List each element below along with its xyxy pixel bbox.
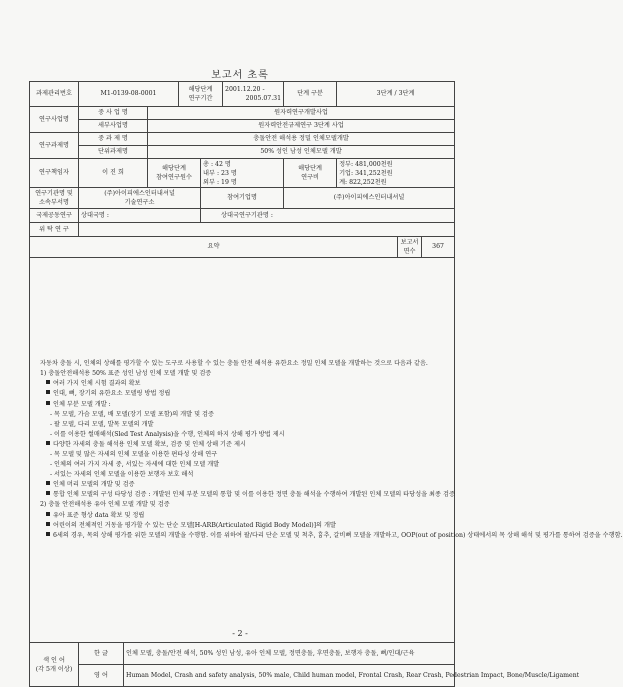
business-label: 연구사업명 <box>30 107 79 133</box>
list-item: 어린이의 전체적인 거동을 평가할 수 있는 단순 모델[H-ARB(Articulated Rigid Body Model)]의 개발 <box>32 521 452 531</box>
main-project-label: 중 과 제 명 <box>79 133 148 146</box>
list-item: 인체 부분 모델 개발 : <box>32 400 452 410</box>
list-item: 여러 가지 인체 시험 결과의 확보 <box>32 379 452 389</box>
list-item: 통합 인체 모델의 구성 타당성 검증 : 개발된 인체 부분 모델의 통합 및 이를 이용한 정면 충돌 해석을 수행하여 개발된 인체 모델의 타당성을 최종 검증 <box>32 490 452 500</box>
project-no-label: 과제관리번호 <box>30 82 79 107</box>
main-business-value: 원자력연구개발사업 <box>148 107 455 120</box>
list-item: 6세의 경우, 목의 상해 평가를 위한 모델의 개발을 수행함. 이를 위하여 팔/다리 단순 모델 및 척추, 흉추, 갈비뼈 모델을 개발하고, OOP(out of position) 상태에서의 목 상해 해석 및 평가를 통하여 검증을 수행함. <box>32 531 452 541</box>
international-row <box>30 209 455 223</box>
list-subitem: - 목 모델 및 많은 자세의 인체 모델을 이용한 편타성 상해 연구 <box>50 451 218 458</box>
summary-section-1: 1) 충돌안전해석용 50% 표준 성인 남성 인체 모델 개발 및 검증 <box>40 370 212 378</box>
list-subitem: - 서있는 자세의 인체 모델을 이용한 보행자 보호 해석 <box>50 471 194 479</box>
list-subitem: - 이를 이용한 썰매해석(Sled Test Analysis)을 수행, 인체의 하지 상해 평가 방법 제시 <box>50 430 285 438</box>
partner-country-label: 상대국명 : <box>79 209 201 223</box>
organization-row <box>30 188 455 209</box>
square-bullet-icon <box>46 491 50 495</box>
keywords-english-label: 영 어 <box>79 665 124 687</box>
square-bullet-icon <box>46 401 50 405</box>
square-bullet-icon <box>46 380 50 384</box>
organization-value: (주)아이피에스인터내셔널 기술연구소 <box>79 188 201 209</box>
stage-label: 단계 구분 <box>284 82 337 107</box>
research-cost-values: 정부: 481,000천원 기업: 341,252천원 계: 822,252천원 <box>337 159 455 188</box>
project-no-value: M1-0139-08-0001 <box>79 82 179 107</box>
list-item: 유아 표준 형상 data 확보 및 정립 <box>32 511 452 521</box>
researcher-row <box>30 159 455 188</box>
summary-label: 요약 <box>30 237 398 258</box>
research-cost-label: 해당단계 연구비 <box>284 159 337 188</box>
keywords-label: 색 인 어 (각 5개 이상) <box>30 643 79 687</box>
list-item: 인대, 뼈, 장기의 유한요소 모델링 방법 정립 <box>32 389 452 399</box>
list-subitem: - 인체의 여러 가지 자세 중, 서있는 자세에 대한 인체 모델 개발 <box>50 461 220 469</box>
keywords-korean-value: 인체 모델, 충돌/안전 해석, 50% 성인 남성, 유아 인체 모델, 정면충돌, 후면충돌, 보행자 충돌, 뼈/인대/근육 <box>124 643 455 665</box>
unit-project-label: 단위과제명 <box>79 146 148 159</box>
summary-body-row <box>30 258 455 643</box>
stage-value: 3단계 / 3단계 <box>337 82 455 107</box>
page-number: - 2 - <box>232 629 248 638</box>
list-subitem: - 목 모델, 가슴 모델, 배 모델(장기 모델 포함)의 개발 및 검증 <box>50 410 214 418</box>
list-subitem: - 팔 모델, 다리 모델, 발목 모델의 개발 <box>50 420 154 428</box>
business-row <box>30 107 455 120</box>
keywords-korean-row <box>30 643 455 665</box>
summary-header-row <box>30 237 455 258</box>
sub-business-value: 원자력안전규제연구 3단계 사업 <box>148 120 455 133</box>
square-bullet-icon <box>46 512 50 516</box>
participants-count: 총 : 42 명 내부 : 23 명 외부 : 19 명 <box>201 159 284 188</box>
delegated-research-row <box>30 223 455 237</box>
square-bullet-icon <box>46 390 50 394</box>
organization-label: 연구기관명 및 소속부서명 <box>30 188 79 209</box>
square-bullet-icon <box>46 532 50 536</box>
report-pages-value: 367 <box>422 237 455 258</box>
list-item: 인체 머리 모델의 개발 및 검증 <box>32 480 452 490</box>
main-project-value: 충돌안전 해석용 정밀 인체모델개발 <box>148 133 455 146</box>
period-label: 해당단계 연구기간 <box>179 82 223 107</box>
unit-project-value: 50% 성인 남성 인체모델 개발 <box>148 146 455 159</box>
keywords-english-row <box>30 665 455 687</box>
lead-researcher-label: 연구책임자 <box>30 159 79 188</box>
report-pages-label: 보고서 면수 <box>398 237 422 258</box>
company-label: 참여기업명 <box>201 188 284 209</box>
list-item: 다양한 자세의 충돌 해석용 인체 모델 확보, 검증 및 인체 상해 기준 제시 <box>32 440 452 450</box>
summary-section-2: 2) 충돌 안전해석용 유아 인체 모델 개발 및 검증 <box>40 501 170 509</box>
project-name-row <box>30 133 455 146</box>
report-abstract-table <box>29 81 623 687</box>
square-bullet-icon <box>46 441 50 445</box>
square-bullet-icon <box>46 522 50 526</box>
delegated-research-value <box>79 223 455 237</box>
project-info-row <box>30 82 455 107</box>
delegated-research-label: 위 탁 연 구 <box>30 223 79 237</box>
partner-org-label: 상대국연구기관명 : <box>201 209 455 223</box>
summary-intro: 자동차 충돌 시, 인체의 상해를 평가할 수 있는 도구로 사용할 수 있는 충돌 안전 해석용 유한요소 정밀 인체 모델을 개발하는 것으로 다음과 같음. <box>40 360 428 368</box>
keywords-korean-label: 한 글 <box>79 643 124 665</box>
sub-business-label: 세부사업명 <box>79 120 148 133</box>
page-title: 보고서 초록 <box>211 70 269 81</box>
main-business-label: 중 사 업 명 <box>79 107 148 120</box>
summary-body <box>30 258 623 643</box>
keywords-english-value: Human Model, Crash and safety analysis, 50% male, Child human model, Frontal Crash, Rear Crash, Pedestrian Impact, Bone/Muscle/Ligament <box>124 665 455 687</box>
company-value: (주)아이피에스인터내셔널 <box>284 188 455 209</box>
square-bullet-icon <box>46 481 50 485</box>
lead-researcher-name: 이 진 희 <box>79 159 148 188</box>
period-value: 2001.12.20 - 2005.07.31 <box>223 82 284 107</box>
project-name-label: 연구과제명 <box>30 133 79 159</box>
participants-label: 해당단계 참여연구원수 <box>148 159 201 188</box>
international-label: 국제공동연구 <box>30 209 79 223</box>
